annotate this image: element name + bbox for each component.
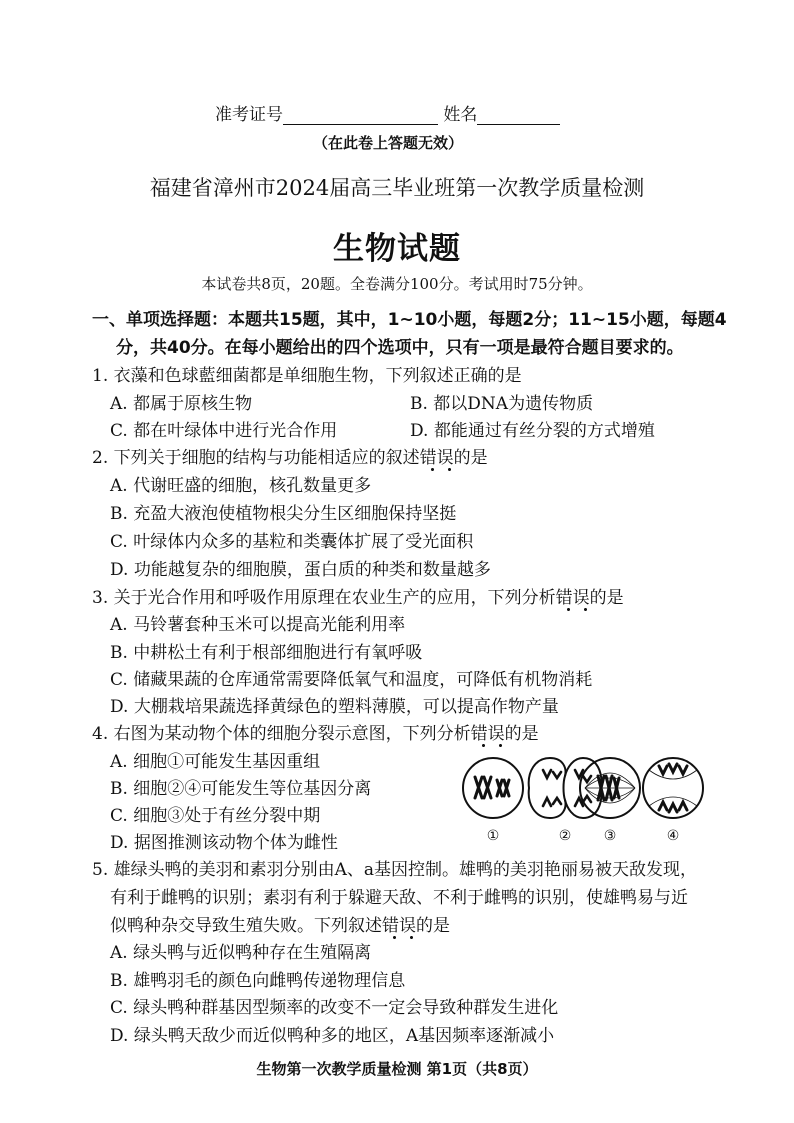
question-2-stem-end: 的是 bbox=[453, 448, 488, 468]
cell-4-label: ④ bbox=[666, 828, 680, 844]
question-4-option-b: B. 细胞②④可能发生等位基因分离 bbox=[110, 779, 372, 799]
question-5-stem-end: 的是 bbox=[416, 916, 450, 936]
question-1-option-b: B. 都以DNA为遗传物质 bbox=[410, 394, 594, 414]
question-3-option-b: B. 中耕松土有利于根部细胞进行有氧呼吸 bbox=[110, 643, 423, 663]
ticket-number-label: 准考证号 bbox=[215, 105, 283, 125]
question-3-stem bbox=[92, 583, 624, 608]
question-2-option-a: A. 代谢旺盛的细胞，核孔数量更多 bbox=[110, 476, 372, 496]
question-4-stem-end: 的是 bbox=[504, 724, 539, 744]
question-2-option-d: D. 功能越复杂的细胞膜，蛋白质的种类和数量越多 bbox=[110, 560, 491, 580]
question-3-stem-end: 的是 bbox=[589, 588, 624, 608]
question-1-option-a: A. 都属于原核生物 bbox=[110, 394, 253, 414]
exam-header bbox=[215, 100, 560, 125]
question-5-option-a: A. 绿头鸭与近似鸭种存在生殖隔离 bbox=[110, 943, 372, 963]
question-5-emph-word: 错误 bbox=[382, 916, 416, 940]
question-2-option-b: B. 充盈大液泡使植物根尖分生区细胞保持坚挺 bbox=[110, 504, 457, 524]
name-blank bbox=[477, 106, 560, 125]
question-5-option-b: B. 雄鸭羽毛的颜色向雌鸭传递物理信息 bbox=[110, 971, 406, 991]
question-1-stem: 1. 衣藻和色球藍细菌都是单细胞生物，下列叙述正确的是 bbox=[92, 366, 522, 386]
question-2-stem bbox=[92, 443, 488, 468]
subject-title: 生物试题 bbox=[333, 231, 461, 267]
question-1-option-c: C. 都在叶绿体中进行光合作用 bbox=[110, 421, 338, 441]
question-5-stem-line3 bbox=[110, 911, 450, 936]
cell-3-label: ③ bbox=[603, 828, 617, 844]
exam-title: 福建省漳州市2024届高三毕业班第一次教学质量检测 bbox=[149, 176, 645, 200]
question-5-stem-line2: 有利于雌鸭的识别；素羽有利于躲避天敌、不利于雌鸭的识别，使雄鸭易与近 bbox=[110, 888, 688, 908]
section-instructions-line2: 分，共40分。在每小题给出的四个选项中，只有一项是最符合题目要求的。 bbox=[116, 338, 684, 358]
question-2-option-c: C. 叶绿体内众多的基粒和类囊体扩展了受光面积 bbox=[110, 532, 474, 552]
question-3-emph-word: 错误 bbox=[556, 588, 590, 612]
invalid-answer-note: （在此卷上答题无效） bbox=[313, 134, 464, 152]
question-2-emph-word: 错误 bbox=[420, 448, 454, 472]
question-4-emph-word: 错误 bbox=[471, 724, 505, 748]
page-footer: 生物第一次教学质量检测 第1页（共8页） bbox=[256, 1060, 538, 1078]
question-5-option-d: D. 绿头鸭天敌少而近似鸭种多的地区，A基因频率逐渐减小 bbox=[110, 1026, 555, 1046]
question-3-stem-text: 3. 关于光合作用和呼吸作用原理在农业生产的应用，下列分析 bbox=[92, 588, 556, 608]
cell-2-label: ② bbox=[558, 828, 572, 844]
question-4-option-d: D. 据图推测该动物个体为雌性 bbox=[110, 833, 338, 853]
name-label: 姓名 bbox=[443, 105, 478, 125]
question-4-stem-text: 4. 右图为某动物个体的细胞分裂示意图，下列分析 bbox=[92, 724, 471, 744]
question-3-option-c: C. 储藏果蔬的仓库通常需要降低氧气和温度，可降低有机物消耗 bbox=[110, 670, 593, 690]
question-5-stem-text: 似鸭种杂交导致生殖失败。下列叙述 bbox=[110, 916, 382, 936]
ticket-number-blank bbox=[283, 106, 438, 125]
exam-info: 本试卷共8页，20题。全卷满分100分。考试用时75分钟。 bbox=[201, 275, 593, 293]
question-1-option-d: D. 都能通过有丝分裂的方式增殖 bbox=[410, 421, 655, 441]
question-5-option-c: C. 绿头鸭种群基因型频率的改变不一定会导致种群发生进化 bbox=[110, 998, 559, 1018]
question-3-option-a: A. 马铃薯套种玉米可以提高光能利用率 bbox=[110, 615, 406, 635]
question-2-stem-text: 2. 下列关于细胞的结构与功能相适应的叙述 bbox=[92, 448, 420, 468]
question-4-option-c: C. 细胞③处于有丝分裂中期 bbox=[110, 806, 321, 826]
cell-4-diagram bbox=[643, 758, 703, 818]
question-3-option-d: D. 大棚栽培果蔬选择黄绿色的塑料薄膜，可以提高作物产量 bbox=[110, 697, 559, 717]
cell-3-diagram bbox=[580, 758, 640, 818]
question-4-option-a: A. 细胞①可能发生基因重组 bbox=[110, 752, 321, 772]
cell-division-figure bbox=[455, 748, 705, 850]
cell-1-label: ① bbox=[486, 828, 500, 844]
question-4-stem bbox=[92, 719, 539, 744]
cell-1-diagram bbox=[463, 758, 523, 818]
question-5-stem-line1: 5. 雄绿头鸭的美羽和素羽分别由A、a基因控制。雄鸭的美羽艳丽易被天敌发现， bbox=[92, 860, 698, 880]
section-instructions-line1: 一、单项选择题：本题共15题，其中，1~10小题，每题2分；11~15小题，每题4 bbox=[92, 310, 727, 330]
